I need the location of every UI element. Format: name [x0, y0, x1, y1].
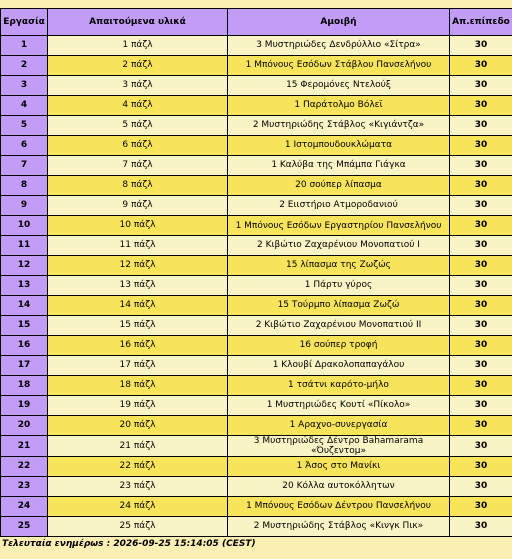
table-row	[1, 296, 512, 316]
table-row	[1, 396, 512, 416]
level-cell: 30	[450, 136, 512, 156]
materials-cell: 20 πάζλ	[48, 416, 228, 436]
level-cell: 30	[450, 336, 512, 356]
level-cell: 30	[450, 36, 512, 56]
task-number-cell: 23	[1, 477, 48, 497]
reward-cell: 2 Μυστηριώδης Στάβλος «Κιγιάντζα»	[228, 116, 450, 136]
level-cell: 30	[450, 356, 512, 376]
materials-cell: 5 πάζλ	[48, 116, 228, 136]
table-row	[1, 276, 512, 296]
level-cell: 30	[450, 457, 512, 477]
table-row	[1, 376, 512, 396]
table-row	[1, 477, 512, 497]
task-number-cell: 22	[1, 457, 48, 477]
reward-cell: 1 Μυστηριώδες Κουτί «Πίκολο»	[228, 396, 450, 416]
table-row	[1, 457, 512, 477]
reward-cell: 15 Φερομόνες Ντελούξ	[228, 76, 450, 96]
materials-cell: 15 πάζλ	[48, 316, 228, 336]
table-row	[1, 236, 512, 256]
table-row	[1, 76, 512, 96]
reward-cell: 20 Κόλλα αυτοκόλλητων	[228, 477, 450, 497]
materials-cell: 16 πάζλ	[48, 336, 228, 356]
level-cell: 30	[450, 497, 512, 517]
table-row	[1, 36, 512, 56]
materials-cell: 25 πάζλ	[48, 517, 228, 537]
header-reward: Αμοιβή	[228, 9, 450, 36]
level-cell: 30	[450, 196, 512, 216]
task-number-cell: 19	[1, 396, 48, 416]
task-number-cell: 21	[1, 436, 48, 457]
reward-cell: 1 τσάτνι καρότο-μήλο	[228, 376, 450, 396]
level-cell: 30	[450, 216, 512, 236]
table-row	[1, 356, 512, 376]
level-cell: 30	[450, 256, 512, 276]
level-cell: 30	[450, 236, 512, 256]
reward-cell: 2 Μυστηριώδης Στάβλος «Κινγκ Πικ»	[228, 517, 450, 537]
level-cell: 30	[450, 416, 512, 436]
materials-cell: 22 πάζλ	[48, 457, 228, 477]
reward-cell: 1 Αραχνο-συνεργασία	[228, 416, 450, 436]
level-cell: 30	[450, 517, 512, 537]
table-row	[1, 436, 512, 457]
materials-cell: 11 πάζλ	[48, 236, 228, 256]
level-cell: 30	[450, 477, 512, 497]
table-row	[1, 416, 512, 436]
reward-cell: 3 Μυστηριώδες Δέντρο Bahamarama «Όυζεντομ»	[228, 436, 450, 457]
task-number-cell: 4	[1, 96, 48, 116]
level-cell: 30	[450, 116, 512, 136]
task-number-cell: 12	[1, 256, 48, 276]
table-row	[1, 316, 512, 336]
table-row	[1, 116, 512, 136]
materials-cell: 19 πάζλ	[48, 396, 228, 416]
reward-cell: 2 Ειιστήριο Ατμοροδανιού	[228, 196, 450, 216]
header-task: Εργασία	[1, 9, 48, 36]
level-cell: 30	[450, 156, 512, 176]
reward-cell: 1 Πάρτυ γύρος	[228, 276, 450, 296]
materials-cell: 6 πάζλ	[48, 136, 228, 156]
task-number-cell: 3	[1, 76, 48, 96]
reward-cell: 2 Κιβώτιο Ζαχαρένιου Μονοπατιού ΙΙ	[228, 316, 450, 336]
reward-cell: 1 Μπόνους Εσόδων Εργαστηρίου Πανσελήνου	[228, 216, 450, 236]
reward-cell: 1 Παράτολμο Βόλεϊ	[228, 96, 450, 116]
level-cell: 30	[450, 56, 512, 76]
reward-cell: 15 λίπασμα της Ζωζώς	[228, 256, 450, 276]
reward-cell: 1 Ιστομπουδουκλώματα	[228, 136, 450, 156]
task-number-cell: 5	[1, 116, 48, 136]
materials-cell: 13 πάζλ	[48, 276, 228, 296]
header-level: Απ.επίπεδο	[450, 9, 512, 36]
task-number-cell: 6	[1, 136, 48, 156]
task-number-cell: 17	[1, 356, 48, 376]
table-row	[1, 517, 512, 537]
task-number-cell: 24	[1, 497, 48, 517]
materials-cell: 21 πάζλ	[48, 436, 228, 457]
table-row	[1, 256, 512, 276]
materials-cell: 9 πάζλ	[48, 196, 228, 216]
reward-cell: 16 σούπερ τροφή	[228, 336, 450, 356]
level-cell: 30	[450, 296, 512, 316]
table-row	[1, 336, 512, 356]
materials-cell: 23 πάζλ	[48, 477, 228, 497]
table-row	[1, 156, 512, 176]
level-cell: 30	[450, 316, 512, 336]
level-cell: 30	[450, 436, 512, 457]
materials-cell: 18 πάζλ	[48, 376, 228, 396]
task-number-cell: 2	[1, 56, 48, 76]
level-cell: 30	[450, 276, 512, 296]
level-cell: 30	[450, 396, 512, 416]
reward-cell: 1 Καλύβα της Μπάμπα Γιάγκα	[228, 156, 450, 176]
task-number-cell: 15	[1, 316, 48, 336]
reward-cell: 1 Μπόνους Εσόδων Στάβλου Πανσελήνου	[228, 56, 450, 76]
task-number-cell: 25	[1, 517, 48, 537]
tasks-table-body	[1, 36, 512, 537]
task-number-cell: 9	[1, 196, 48, 216]
task-number-cell: 20	[1, 416, 48, 436]
table-row	[1, 136, 512, 156]
table-row	[1, 96, 512, 116]
task-number-cell: 14	[1, 296, 48, 316]
task-number-cell: 8	[1, 176, 48, 196]
materials-cell: 14 πάζλ	[48, 296, 228, 316]
reward-cell: 20 σούπερ λίπασμα	[228, 176, 450, 196]
task-number-cell: 11	[1, 236, 48, 256]
task-number-cell: 10	[1, 216, 48, 236]
materials-cell: 4 πάζλ	[48, 96, 228, 116]
task-number-cell: 1	[1, 36, 48, 56]
materials-cell: 8 πάζλ	[48, 176, 228, 196]
table-row	[1, 497, 512, 517]
level-cell: 30	[450, 376, 512, 396]
level-cell: 30	[450, 96, 512, 116]
reward-cell: 1 Μπόνους Εσόδων Δέντρου Πανσελήνου	[228, 497, 450, 517]
tasks-table	[0, 8, 512, 537]
reward-cell: 3 Μυστηριώδες Δενδρύλλιο «Σίτρα»	[228, 36, 450, 56]
task-number-cell: 7	[1, 156, 48, 176]
level-cell: 30	[450, 76, 512, 96]
header-materials: Απαιτούμενα υλικά	[48, 9, 228, 36]
materials-cell: 17 πάζλ	[48, 356, 228, 376]
table-row	[1, 56, 512, 76]
table-header-row	[1, 9, 512, 36]
task-number-cell: 18	[1, 376, 48, 396]
reward-cell: 2 Κιβώτιο Ζαχαρένιου Μονοπατιού Ι	[228, 236, 450, 256]
materials-cell: 3 πάζλ	[48, 76, 228, 96]
materials-cell: 1 πάζλ	[48, 36, 228, 56]
level-cell: 30	[450, 176, 512, 196]
materials-cell: 12 πάζλ	[48, 256, 228, 276]
materials-cell: 2 πάζλ	[48, 56, 228, 76]
reward-cell: 15 Τούρμπο λίπασμα Ζωζώ	[228, 296, 450, 316]
reward-cell: 1 Άσος στο Μανίκι	[228, 457, 450, 477]
materials-cell: 7 πάζλ	[48, 156, 228, 176]
task-number-cell: 13	[1, 276, 48, 296]
materials-cell: 24 πάζλ	[48, 497, 228, 517]
last-updated-text: Τελευταία ενημέρωs : 2026-09-25 15:14:05 (CEST)	[2, 539, 256, 549]
reward-cell: 1 Κλουβί Δρακολοπαπαγάλου	[228, 356, 450, 376]
materials-cell: 10 πάζλ	[48, 216, 228, 236]
task-number-cell: 16	[1, 336, 48, 356]
table-row	[1, 176, 512, 196]
table-row	[1, 196, 512, 216]
table-row	[1, 216, 512, 236]
